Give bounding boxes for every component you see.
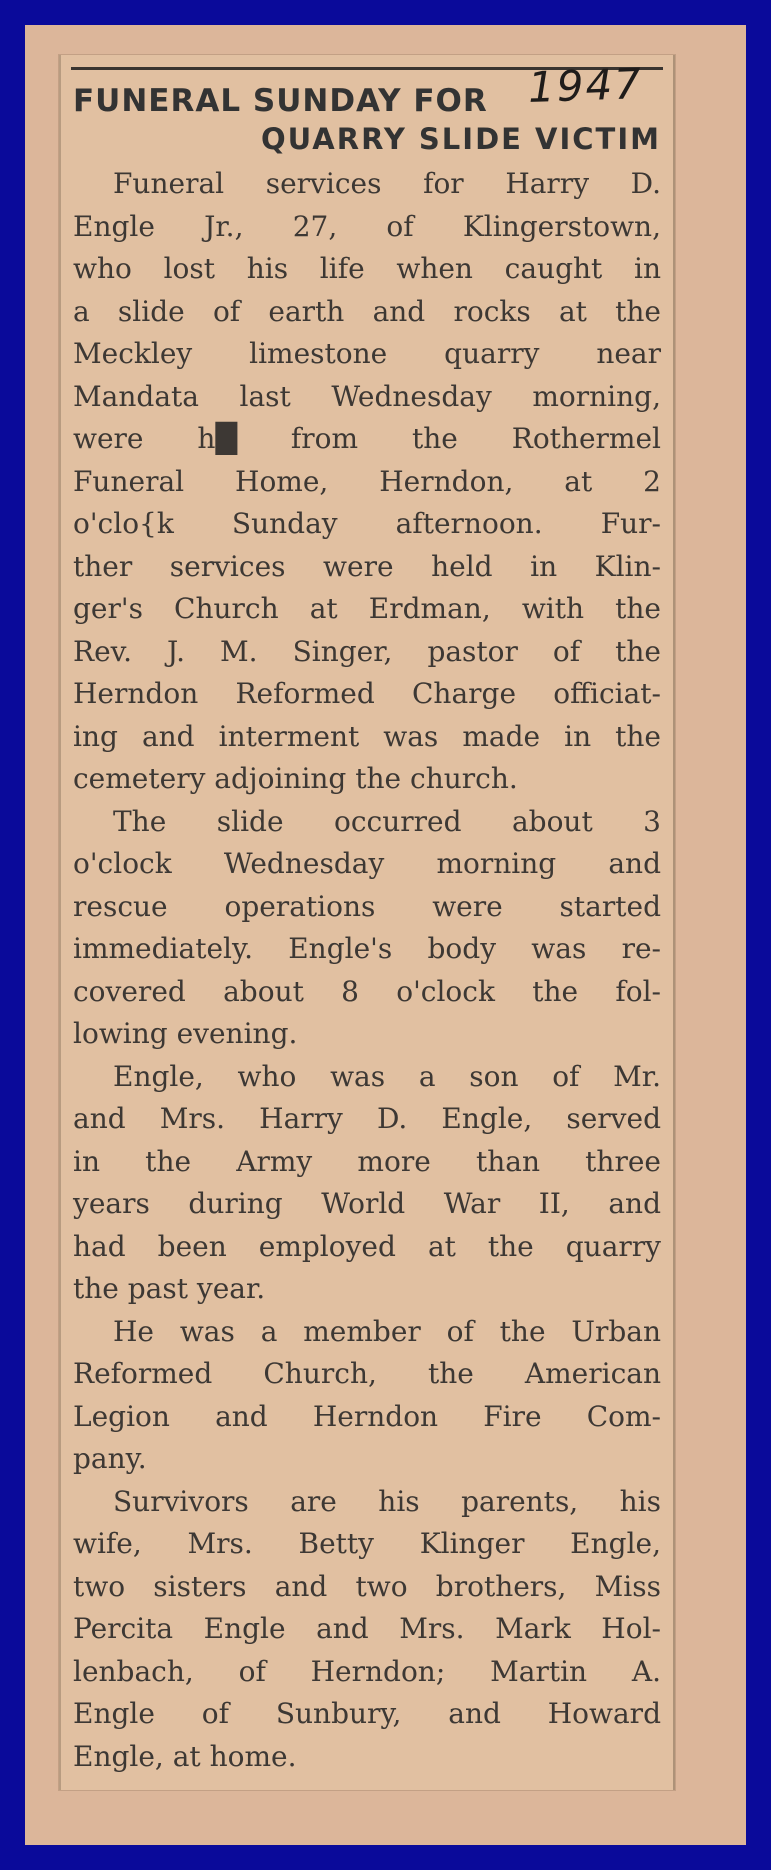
article-paragraph xyxy=(73,801,661,1056)
article-line: Percita Engle and Mrs. Mark Hol- xyxy=(73,1612,661,1645)
article-line: Meckley limestone quarry near xyxy=(73,337,661,370)
article-paragraph xyxy=(73,1056,661,1311)
article-line: ther services were held in Klin- xyxy=(73,549,661,583)
clipping-left-edge xyxy=(59,55,61,1790)
article-line: He was a member of the Urban xyxy=(113,1314,661,1348)
article-line: a slide of earth and rocks at the xyxy=(73,294,661,328)
article-paragraph xyxy=(73,1481,661,1779)
article-line: Legion and Herndon Fire Com- xyxy=(73,1399,661,1433)
article-line: pany. xyxy=(73,1442,147,1475)
headline-line-2: QUARRY SLIDE VICTIM xyxy=(260,122,661,156)
article-line: ing and interment was made in the xyxy=(73,719,661,753)
article-line: Funeral services for Harry D. xyxy=(113,167,661,200)
handwritten-year: 1947 xyxy=(527,59,644,112)
headline-line-1: FUNERAL SUNDAY FOR xyxy=(73,83,488,119)
article-line: and Mrs. Harry D. Engle, served xyxy=(73,1102,661,1135)
article-line: who lost his life when caught in xyxy=(73,252,661,285)
article-line: were h█ from the Rothermel xyxy=(73,422,661,455)
article-line: Funeral Home, Herndon, at 2 xyxy=(73,464,661,498)
newspaper-clipping xyxy=(59,55,675,1790)
clipping-right-edge xyxy=(673,55,675,1790)
article-line: Engle, who was a son of Mr. xyxy=(113,1059,661,1093)
article-line: Mandata last Wednesday morning, xyxy=(73,379,661,413)
article-body xyxy=(73,163,661,1778)
article-line: had been employed at the quarry xyxy=(73,1229,661,1263)
article-line: lenbach, of Herndon; Martin A. xyxy=(73,1654,661,1688)
article-line: o'clo{k Sunday afternoon. Fur- xyxy=(73,507,661,540)
article-line: Survivors are his parents, his xyxy=(113,1484,661,1518)
article-line: years during World War II, and xyxy=(73,1187,661,1220)
article-line: Herndon Reformed Charge officiat- xyxy=(73,677,661,710)
article-line: o'clock Wednesday morning and xyxy=(73,847,661,880)
article-line: rescue operations were started xyxy=(73,889,661,923)
article-line: Engle of Sunbury, and Howard xyxy=(73,1697,661,1730)
article-line: Reformed Church, the American xyxy=(73,1357,661,1390)
article-line: the past year. xyxy=(73,1272,266,1305)
article-line: two sisters and two brothers, Miss xyxy=(73,1569,661,1603)
article-line: wife, Mrs. Betty Klinger Engle, xyxy=(73,1527,661,1560)
article-line: covered about 8 o'clock the fol- xyxy=(73,974,661,1008)
article-line: in the Army more than three xyxy=(73,1144,661,1178)
article-line: The slide occurred about 3 xyxy=(113,804,661,838)
article-paragraph xyxy=(73,163,661,801)
article-line: lowing evening. xyxy=(73,1017,298,1050)
article-line: immediately. Engle's body was re- xyxy=(73,932,661,965)
article-line: Rev. J. M. Singer, pastor of the xyxy=(73,634,661,668)
article-line: Engle, at home. xyxy=(73,1739,297,1773)
article-line: cemetery adjoining the church. xyxy=(73,762,518,795)
article-line: ger's Church at Erdman, with the xyxy=(73,592,661,625)
article-line: Engle Jr., 27, of Klingerstown, xyxy=(73,209,661,243)
article-paragraph xyxy=(73,1311,661,1481)
